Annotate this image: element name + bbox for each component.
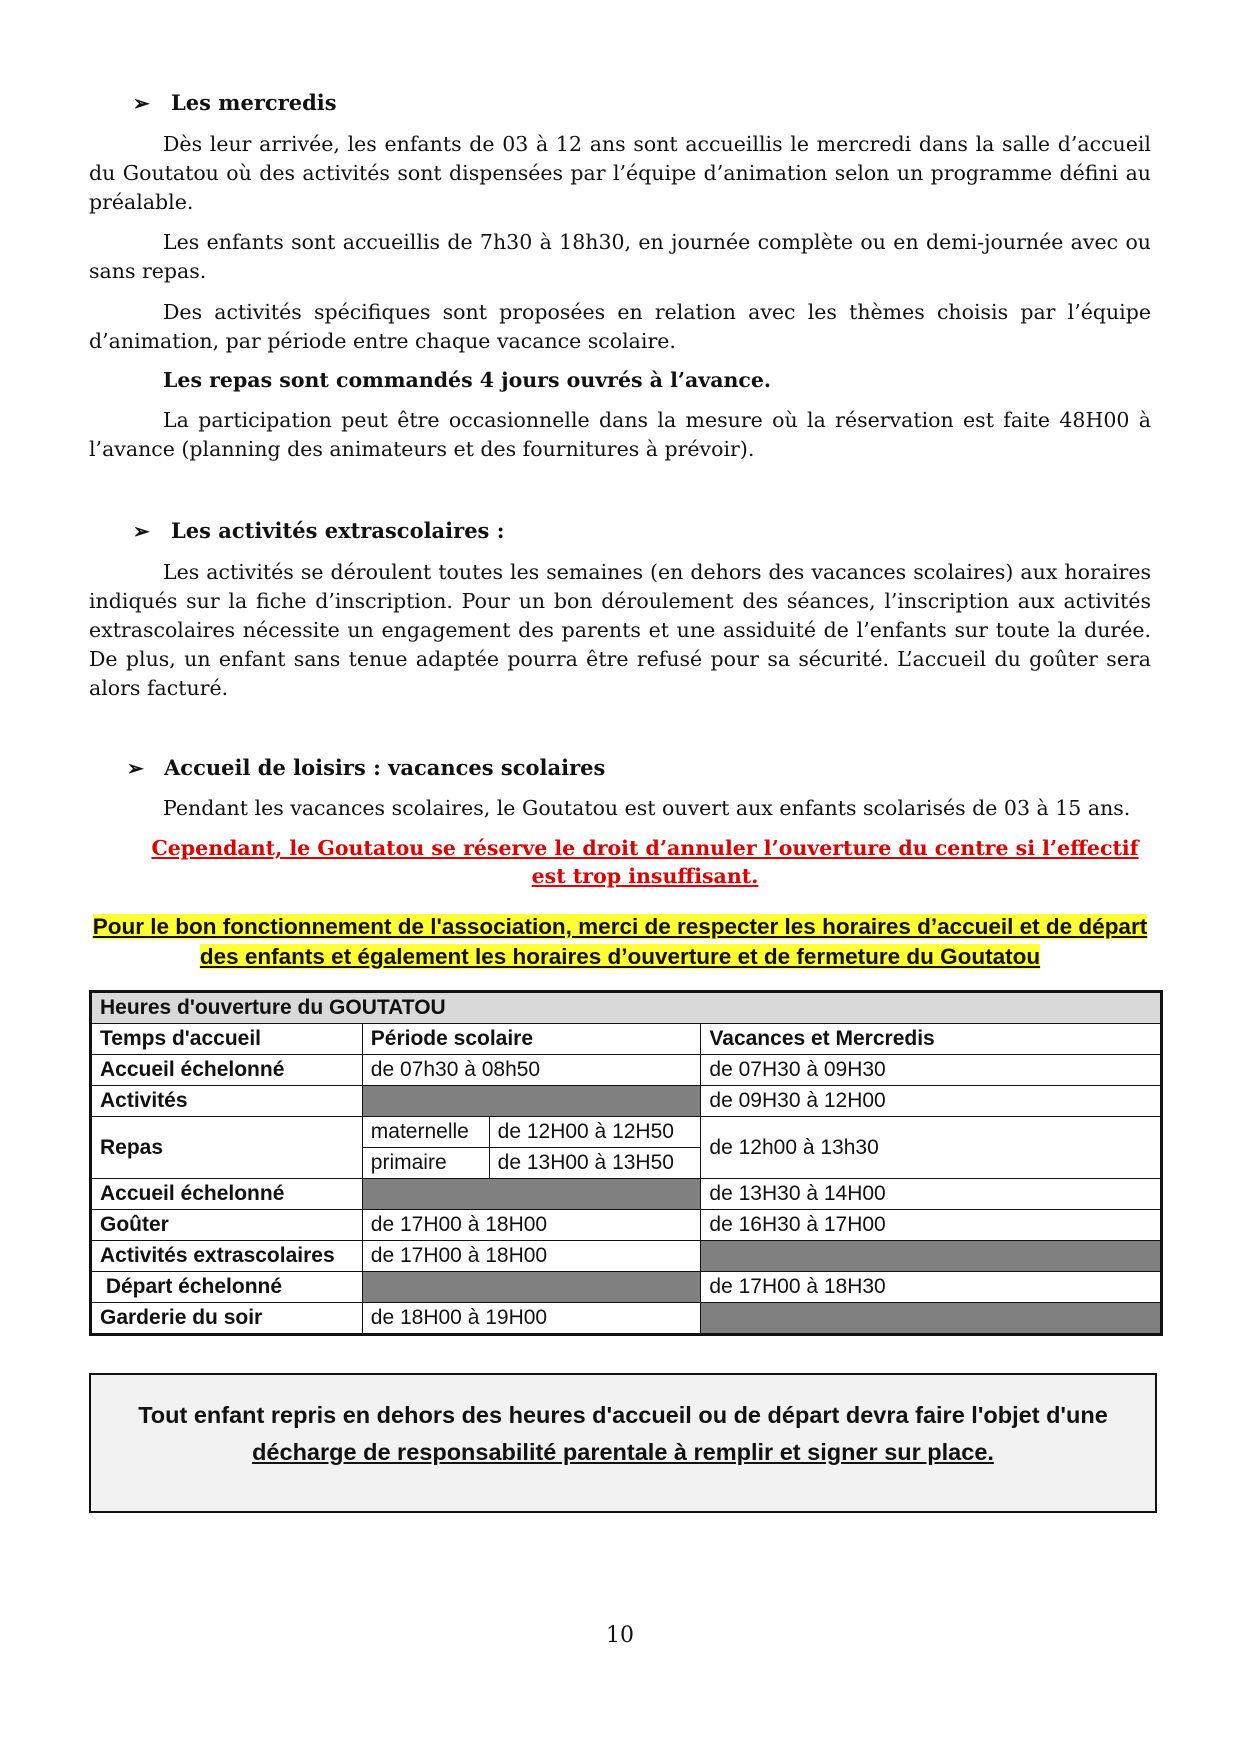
row-label: Accueil échelonné — [91, 1179, 363, 1210]
notice-line-underlined: décharge de responsabilité parentale à remplir et signer sur place. — [252, 1439, 994, 1465]
cell: de 17H00 à 18H00 — [362, 1210, 701, 1241]
table-title-row — [91, 992, 1162, 1024]
table-row — [91, 1055, 1162, 1086]
paragraph: Les enfants sont accueillis de 7h30 à 18h30, en journée complète ou en demi-journée avec ou sans repas. — [89, 230, 1151, 283]
table-row — [91, 1210, 1162, 1241]
table-row — [91, 1241, 1162, 1272]
page-number: 10 — [606, 1623, 634, 1648]
paragraph-bold: Les repas sont commandés 4 jours ouvrés à l’avance. — [163, 368, 772, 392]
cell: de 17H00 à 18H00 — [362, 1241, 701, 1272]
heading-extrascolaires — [133, 518, 504, 543]
table-row — [91, 1117, 1162, 1148]
shaded-cell — [701, 1241, 1162, 1272]
cell: maternelle — [362, 1117, 489, 1148]
row-label: Activités extrascolaires — [91, 1241, 363, 1272]
paragraph: Dès leur arrivée, les enfants de 03 à 12 ans sont accueillis le mercredi dans la salle d’accueil du Goutatou où des activités sont dispensées par l’équipe d’animation selon un programme défini au préalable. — [89, 132, 1151, 214]
paragraph: Les activités se déroulent toutes les semaines (en dehors des vacances scolaires) aux horaires indiqués sur la fiche d’inscription. Pour un bon déroulement des séances, l’inscription aux activités extrascolaires nécessite un engagement des parents et une assiduité de l’enfants sur toute la durée. De plus, un enfant sans tenue adaptée pourra être refusé pour sa sécurité. L’accueil du goûter sera alors facturé. — [89, 560, 1151, 700]
opening-hours-table — [89, 990, 1163, 1336]
cell: de 13H00 à 13H50 — [489, 1148, 701, 1179]
cell: de 18H00 à 19H00 — [362, 1303, 701, 1335]
heading-text: Les activités extrascolaires : — [171, 518, 505, 543]
discharge-notice-box — [89, 1373, 1157, 1513]
cell: primaire — [362, 1148, 489, 1179]
column-header: Période scolaire — [362, 1024, 701, 1055]
cell: de 16H30 à 17H00 — [701, 1210, 1162, 1241]
shaded-cell — [362, 1272, 701, 1303]
row-label: Accueil échelonné — [91, 1055, 363, 1086]
column-header: Temps d'accueil — [91, 1024, 363, 1055]
row-label: Repas — [91, 1117, 363, 1179]
heading-mercredis — [133, 90, 337, 115]
row-label: Goûter — [91, 1210, 363, 1241]
heading-text: Les mercredis — [171, 90, 337, 115]
highlighted-notice — [90, 912, 1150, 972]
shaded-cell — [362, 1179, 701, 1210]
paragraph: Des activités spécifiques sont proposées en relation avec les thèmes choisis par l’équipe d’animation, par période entre chaque vacance scolaire. — [89, 300, 1151, 353]
table-row — [91, 1303, 1162, 1335]
cell: de 09H30 à 12H00 — [701, 1086, 1162, 1117]
shaded-cell — [362, 1086, 701, 1117]
paragraph: Pendant les vacances scolaires, le Goutatou est ouvert aux enfants scolarisés de 03 à 15 ans. — [163, 796, 1131, 820]
heading-text: Accueil de loisirs : vacances scolaires — [164, 755, 606, 780]
cell: de 07h30 à 08h50 — [362, 1055, 701, 1086]
highlighted-notice-text: Pour le bon fonctionnement de l'association, merci de respecter les horaires d’accueil et de départ des enfants et également les horaires d’ouverture et de fermeture du Goutatou — [92, 914, 1148, 969]
table-row — [91, 1272, 1162, 1303]
table-title: Heures d'ouverture du GOUTATOU — [91, 992, 1162, 1024]
shaded-cell — [701, 1303, 1162, 1335]
cell: de 17H00 à 18H30 — [701, 1272, 1162, 1303]
arrow-bullet-icon: ➢ — [133, 91, 150, 115]
cell: de 07H30 à 09H30 — [701, 1055, 1162, 1086]
row-label: Garderie du soir — [91, 1303, 363, 1335]
paragraph: La participation peut être occasionnelle dans la mesure où la réservation est faite 48H00 à l’avance (planning des animateurs et des fournitures à prévoir). — [89, 408, 1151, 461]
table-row — [91, 1179, 1162, 1210]
heading-loisirs — [127, 755, 605, 780]
cell: de 12h00 à 13h30 — [701, 1117, 1162, 1179]
warning-note: Cependant, le Goutatou se réserve le droit d’annuler l’ouverture du centre si l’effectif est trop insuffisant. — [151, 836, 1139, 888]
table-row — [91, 1086, 1162, 1117]
row-label: Activités — [91, 1086, 363, 1117]
notice-line: Tout enfant repris en dehors des heures d'accueil ou de départ devra faire l'objet d'une — [138, 1402, 1108, 1428]
column-header: Vacances et Mercredis — [701, 1024, 1162, 1055]
cell: de 13H30 à 14H00 — [701, 1179, 1162, 1210]
row-label: Départ échelonné — [91, 1272, 363, 1303]
cell: de 12H00 à 12H50 — [489, 1117, 701, 1148]
arrow-bullet-icon: ➢ — [127, 756, 144, 780]
arrow-bullet-icon: ➢ — [133, 519, 150, 543]
table-header-row — [91, 1024, 1162, 1055]
